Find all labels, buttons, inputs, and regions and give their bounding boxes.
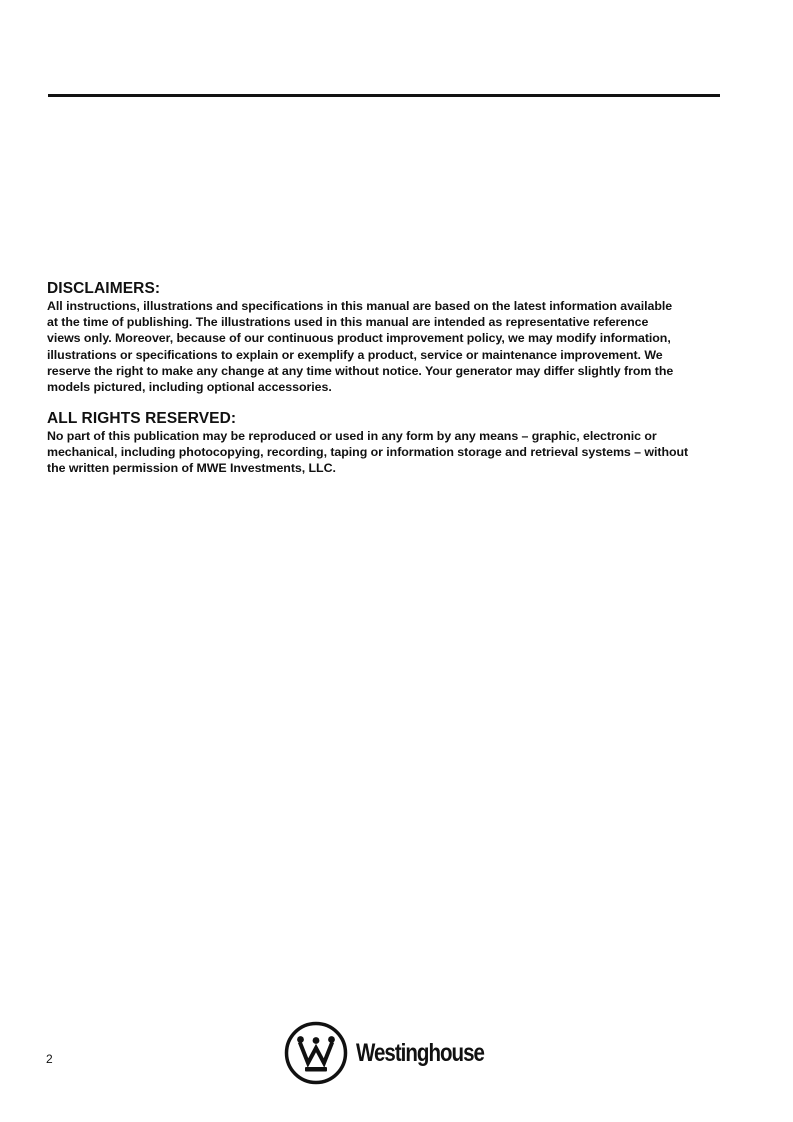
page-number: 2 [46,1052,53,1066]
rights-line: mechanical, including photocopying, recording, taping or information storage and retrieval systems – without [47,445,689,460]
disclaimers-line: models pictured, including optional accessories. [47,380,332,395]
disclaimers-heading: DISCLAIMERS: [47,280,161,297]
disclaimers-line: All instructions, illustrations and specifications in this manual are based on the latest information available [47,299,673,313]
header-rule [48,94,720,97]
rights-body [47,428,727,477]
disclaimers-body [47,298,727,395]
disclaimers-line: views only. Moreover, because of our continuous product improvement policy, we may modify information, [47,331,671,346]
disclaimers-section [47,280,727,395]
disclaimers-line: illustrations or specifications to explain or exemplify a product, service or maintenance improvement. We [47,347,663,362]
rights-line: No part of this publication may be reproduced or used in any form by any means – graphic, electronic or [47,429,657,443]
westinghouse-w-logo-icon [284,1021,348,1085]
rights-heading: ALL RIGHTS RESERVED: [47,410,237,427]
disclaimers-line: reserve the right to make any change at any time without notice. Your generator may differ slightly from the [47,363,674,378]
brand-name: Westinghouse [356,1038,484,1067]
rights-section [47,410,727,477]
disclaimers-line: at the time of publishing. The illustrations used in this manual are intended as representative reference [47,315,649,330]
rights-line: the written permission of MWE Investments, LLC. [47,461,336,476]
westinghouse-logo [284,1020,512,1086]
